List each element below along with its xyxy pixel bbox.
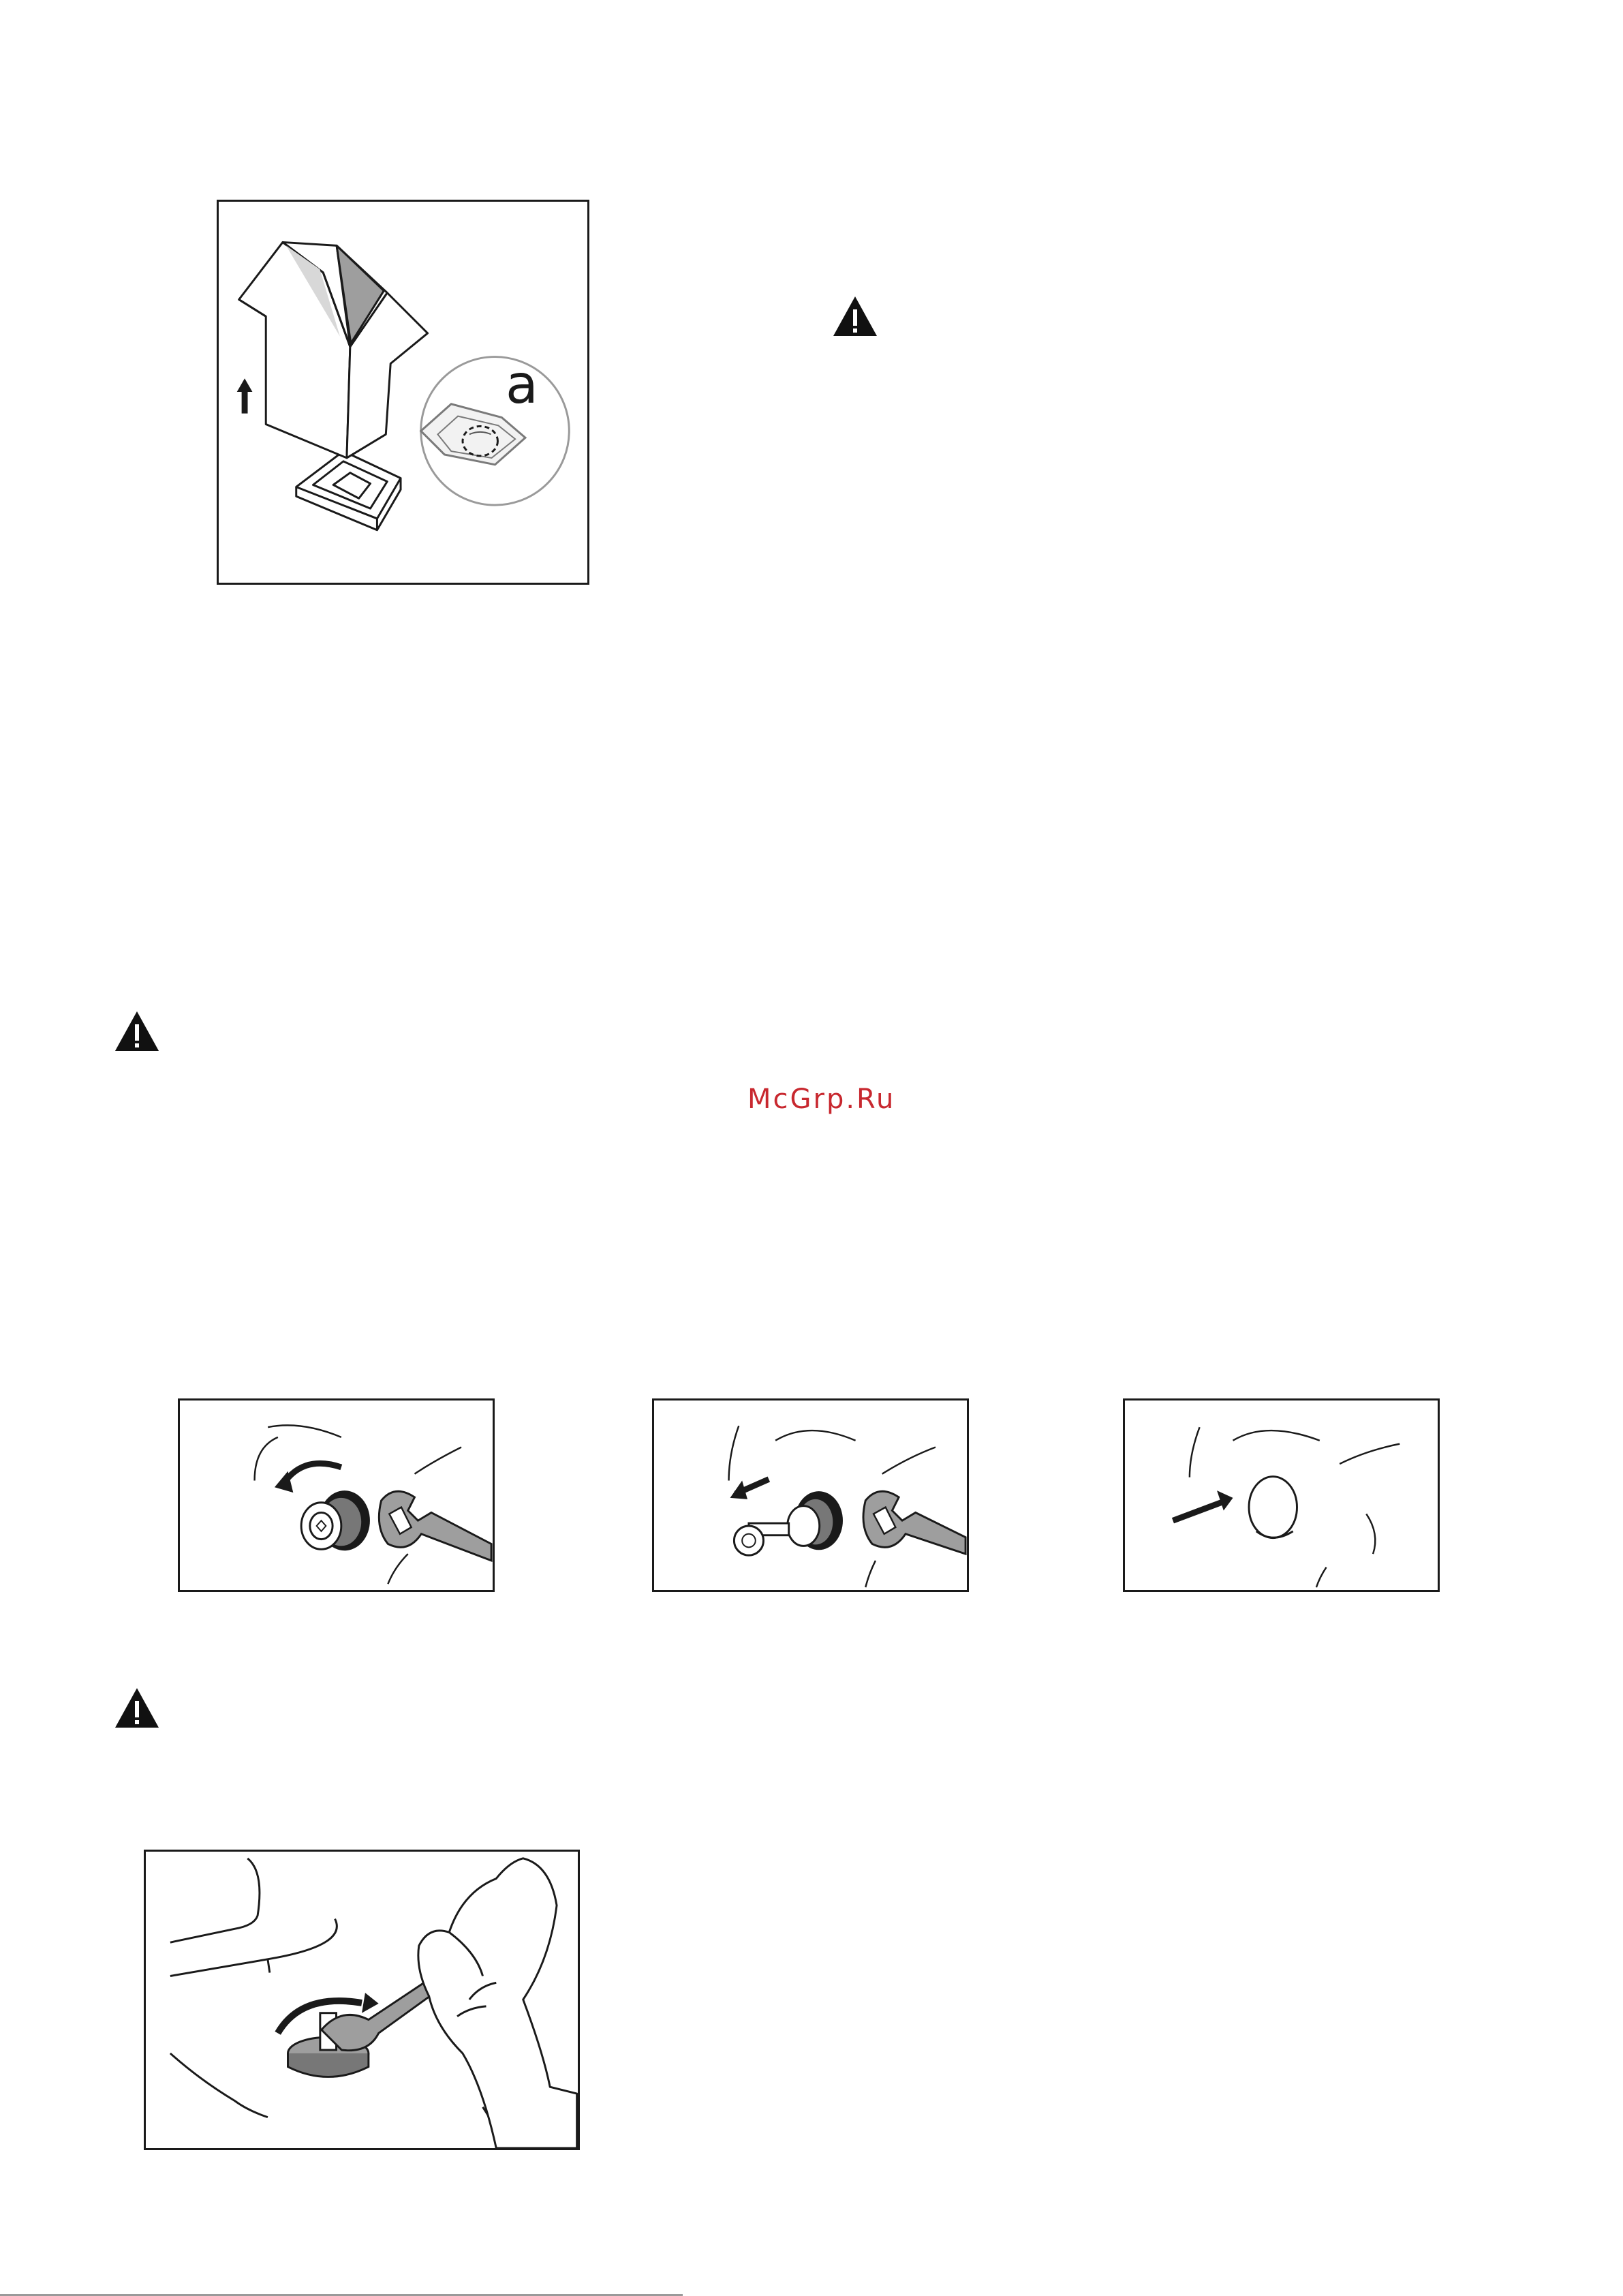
- remove-bolt-figure: [652, 1398, 969, 1592]
- wrench-icon: [322, 1979, 439, 2050]
- wrench-icon: [863, 1491, 965, 1554]
- hand-illustration: [418, 1858, 577, 2148]
- rotate-arrow-icon: [275, 1463, 341, 1493]
- insert-cap-figure: [1123, 1398, 1440, 1592]
- adjust-feet-figure: [144, 1850, 580, 2150]
- bolt-removed: [734, 1491, 843, 1555]
- wrench-icon: [379, 1491, 491, 1561]
- callout-label: a: [506, 354, 538, 416]
- pull-arrow-icon: [730, 1480, 769, 1499]
- unpacking-figure: [217, 200, 589, 585]
- bolt-nut: [301, 1490, 370, 1550]
- lift-arrow-icon: [237, 378, 253, 413]
- warning-triangle-icon: [113, 1009, 161, 1053]
- packaging-base: [296, 451, 401, 530]
- watermark: McGrp.Ru: [747, 1084, 896, 1115]
- callout-detail: [421, 354, 570, 506]
- warning-triangle-icon: [831, 294, 879, 338]
- insert-arrow-icon: [1173, 1490, 1233, 1520]
- cardboard-box: [239, 242, 428, 457]
- loosen-bolt-figure: [178, 1398, 495, 1592]
- plastic-cap: [1249, 1477, 1297, 1538]
- warning-triangle-icon: [113, 1686, 161, 1730]
